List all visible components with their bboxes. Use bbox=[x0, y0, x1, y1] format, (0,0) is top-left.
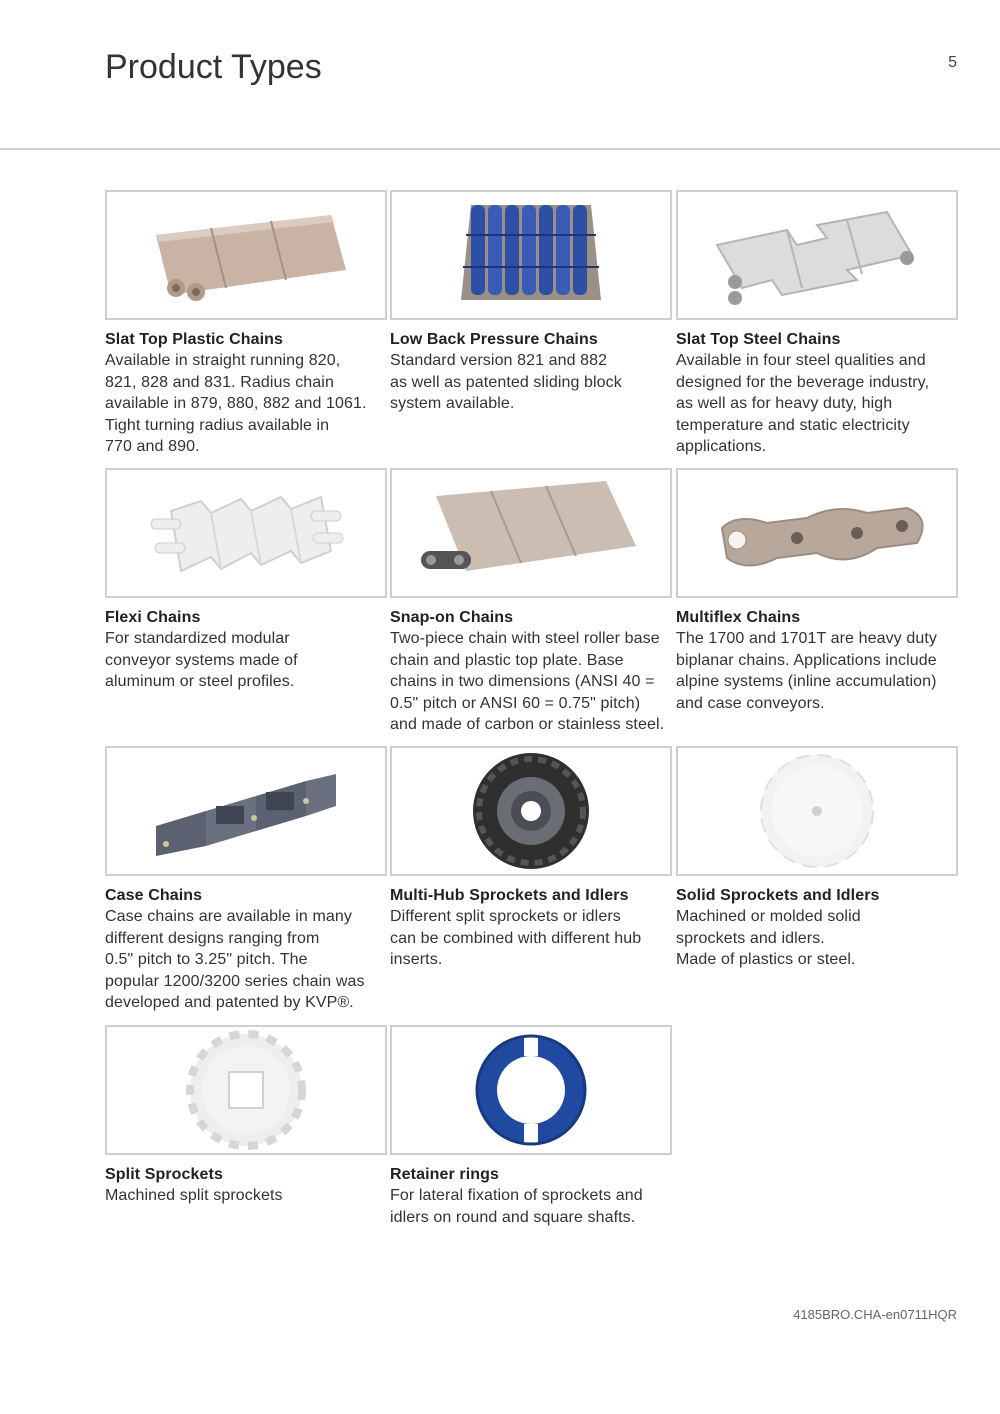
product-card-low-back-pressure bbox=[390, 190, 672, 415]
product-title: Retainer rings bbox=[390, 1166, 499, 1183]
product-description: Standard version 821 and 882 as well as patented sliding block system available. bbox=[390, 352, 622, 412]
product-title: Low Back Pressure Chains bbox=[390, 331, 598, 348]
product-image-frame bbox=[390, 746, 672, 876]
product-description: Case chains are available in many different designs ranging from 0.5" pitch to 3.25" pitch. The popular 1200/3200 series chain was developed and patented by KVP®. bbox=[105, 908, 365, 1011]
product-description: Different split sprockets or idlers can be combined with different hub inserts. bbox=[390, 908, 642, 968]
solid-sprocket-icon bbox=[752, 749, 882, 873]
product-description: For lateral fixation of sprockets and idlers on round and square shafts. bbox=[390, 1187, 643, 1226]
product-card-case bbox=[105, 746, 387, 1014]
case-chain-icon bbox=[146, 756, 346, 866]
product-image-frame bbox=[390, 1025, 672, 1155]
product-card-solid-sprocket bbox=[676, 746, 958, 971]
split-sprocket-icon bbox=[181, 1028, 311, 1152]
product-image-frame bbox=[105, 1025, 387, 1155]
product-description: Available in four steel qualities and designed for the beverage industry, as well as for heavy duty, high temperature and static electricity applications. bbox=[676, 352, 930, 455]
product-title: Multi-Hub Sprockets and Idlers bbox=[390, 887, 629, 904]
product-description: Available in straight running 820, 821, 828 and 831. Radius chain available in 879, 880, 882 and 1061. Tight turning radius available in 770 and 890. bbox=[105, 352, 367, 455]
slat-top-plastic-chain-icon bbox=[131, 200, 361, 310]
product-description: For standardized modular conveyor systems made of aluminum or steel profiles. bbox=[105, 630, 298, 690]
product-description: Machined or molded solid sprockets and idlers. Made of plastics or steel. bbox=[676, 908, 861, 968]
product-description: Machined split sprockets bbox=[105, 1187, 283, 1204]
product-image-frame bbox=[105, 746, 387, 876]
document-code: 4185BRO.CHA-en0711HQR bbox=[793, 1307, 957, 1322]
product-card-flexi bbox=[105, 468, 387, 693]
product-title: Flexi Chains bbox=[105, 609, 201, 626]
product-card-split-sprocket bbox=[105, 1025, 387, 1207]
low-back-pressure-chain-icon bbox=[441, 195, 621, 315]
product-title: Snap-on Chains bbox=[390, 609, 514, 626]
page-number: 5 bbox=[948, 54, 957, 71]
snap-on-chain-icon bbox=[411, 471, 651, 595]
product-description: The 1700 and 1701T are heavy duty biplanar chains. Applications include alpine systems (inline accumulation) and case conveyors. bbox=[676, 630, 937, 712]
product-title: Split Sprockets bbox=[105, 1166, 223, 1183]
flexi-chain-icon bbox=[141, 471, 351, 595]
product-image-frame bbox=[676, 746, 958, 876]
product-image-frame bbox=[676, 468, 958, 598]
product-card-slat-top-steel bbox=[676, 190, 958, 458]
product-card-snap-on bbox=[390, 468, 672, 736]
multi-hub-sprocket-icon bbox=[466, 749, 596, 873]
product-image-frame bbox=[390, 190, 672, 320]
product-image-frame bbox=[390, 468, 672, 598]
product-title: Slat Top Plastic Chains bbox=[105, 331, 284, 348]
product-card-multi-hub bbox=[390, 746, 672, 971]
product-image-frame bbox=[676, 190, 958, 320]
product-title: Slat Top Steel Chains bbox=[676, 331, 841, 348]
product-title: Multiflex Chains bbox=[676, 609, 801, 626]
multiflex-chain-icon bbox=[697, 478, 937, 588]
product-title: Solid Sprockets and Idlers bbox=[676, 887, 880, 904]
product-card-multiflex bbox=[676, 468, 958, 714]
product-card-retainer-ring bbox=[390, 1025, 672, 1228]
product-image-frame bbox=[105, 468, 387, 598]
product-image-frame bbox=[105, 190, 387, 320]
product-description: Two-piece chain with steel roller base chain and plastic top plate. Base chains in two dimensions (ANSI 40 = 0.5" pitch or ANSI 60 = 0.75" pitch) and made of carbon or stainless steel. bbox=[390, 630, 665, 733]
page-title: Product Types bbox=[105, 48, 322, 86]
product-card-slat-top-plastic bbox=[105, 190, 387, 458]
product-title: Case Chains bbox=[105, 887, 203, 904]
slat-top-steel-chain-icon bbox=[697, 200, 937, 310]
retainer-ring-icon bbox=[466, 1028, 596, 1152]
